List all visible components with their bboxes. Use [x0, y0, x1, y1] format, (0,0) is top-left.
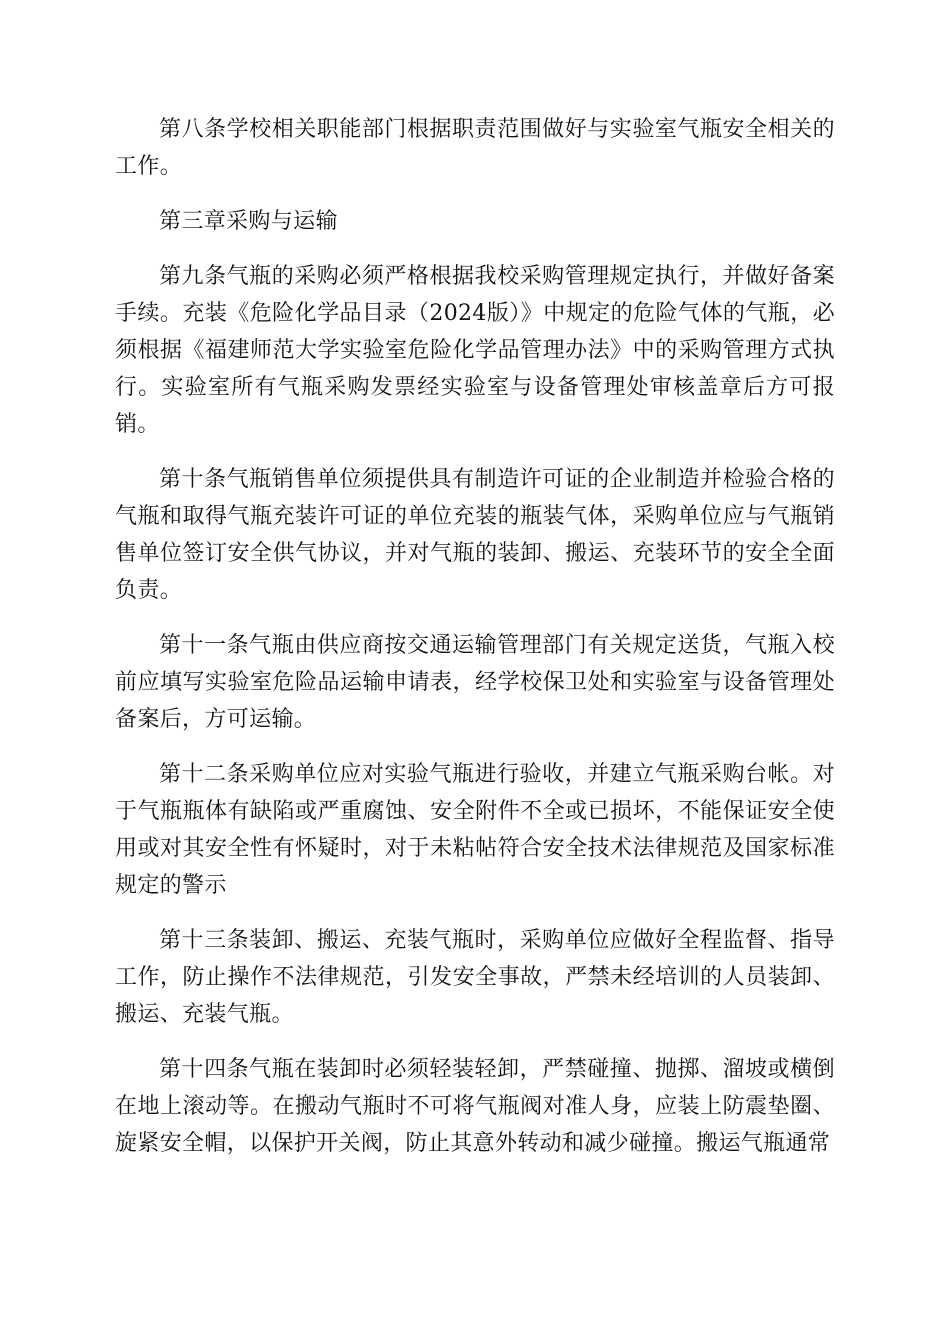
article-10-paragraph: 第十条气瓶销售单位须提供具有制造许可证的企业制造并检验合格的气瓶和取得气瓶充装许可证的单位充装的瓶装气体，采购单位应与气瓶销售单位签订安全供气协议，并对气瓶的装卸、搬运、充装环节的安全全面负责。: [115, 467, 835, 603]
article-14-paragraph: 第十四条气瓶在装卸时必须轻装轻卸，严禁碰撞、抛掷、溜坡或横倒在地上滚动等。在搬动气瓶时不可将气瓶阀对准人身，应装上防震垫圈、旋紧安全帽，以保护开关阀，防止其意外转动和减少碰撞。搬运气瓶通常: [115, 1057, 835, 1156]
article-9-paragraph: 第九条气瓶的采购必须严格根据我校采购管理规定执行，并做好备案手续。充装《危险化学品目录（2024版）》中规定的危险气体的气瓶，必须根据《福建师范大学实验室危险化学品管理办法》中的采购管理方式执行。实验室所有气瓶采购发票经实验室与设备管理处审核盖章后方可报销。: [115, 264, 835, 437]
article-13-paragraph: 第十三条装卸、搬运、充装气瓶时，采购单位应做好全程监督、指导工作，防止操作不法律规范，引发安全事故，严禁未经培训的人员装卸、搬运、充装气瓶。: [115, 928, 835, 1027]
article-11-paragraph: 第十一条气瓶由供应商按交通运输管理部门有关规定送货，气瓶入校前应填写实验室危险品运输申请表，经学校保卫处和实验室与设备管理处备案后，方可运输。: [115, 633, 835, 732]
article-12-paragraph: 第十二条采购单位应对实验气瓶进行验收，并建立气瓶采购台帐。对于气瓶瓶体有缺陷或严重腐蚀、安全附件不全或已损坏，不能保证安全使用或对其安全性有怀疑时，对于未粘帖符合安全技术法律规范及国家标准规定的警示: [115, 762, 835, 898]
article-8-paragraph: 第八条学校相关职能部门根据职责范围做好与实验室气瓶安全相关的工作。: [115, 117, 835, 179]
chapter-3-heading: 第三章采购与运输: [159, 209, 338, 234]
document-body: [115, 111, 835, 1180]
